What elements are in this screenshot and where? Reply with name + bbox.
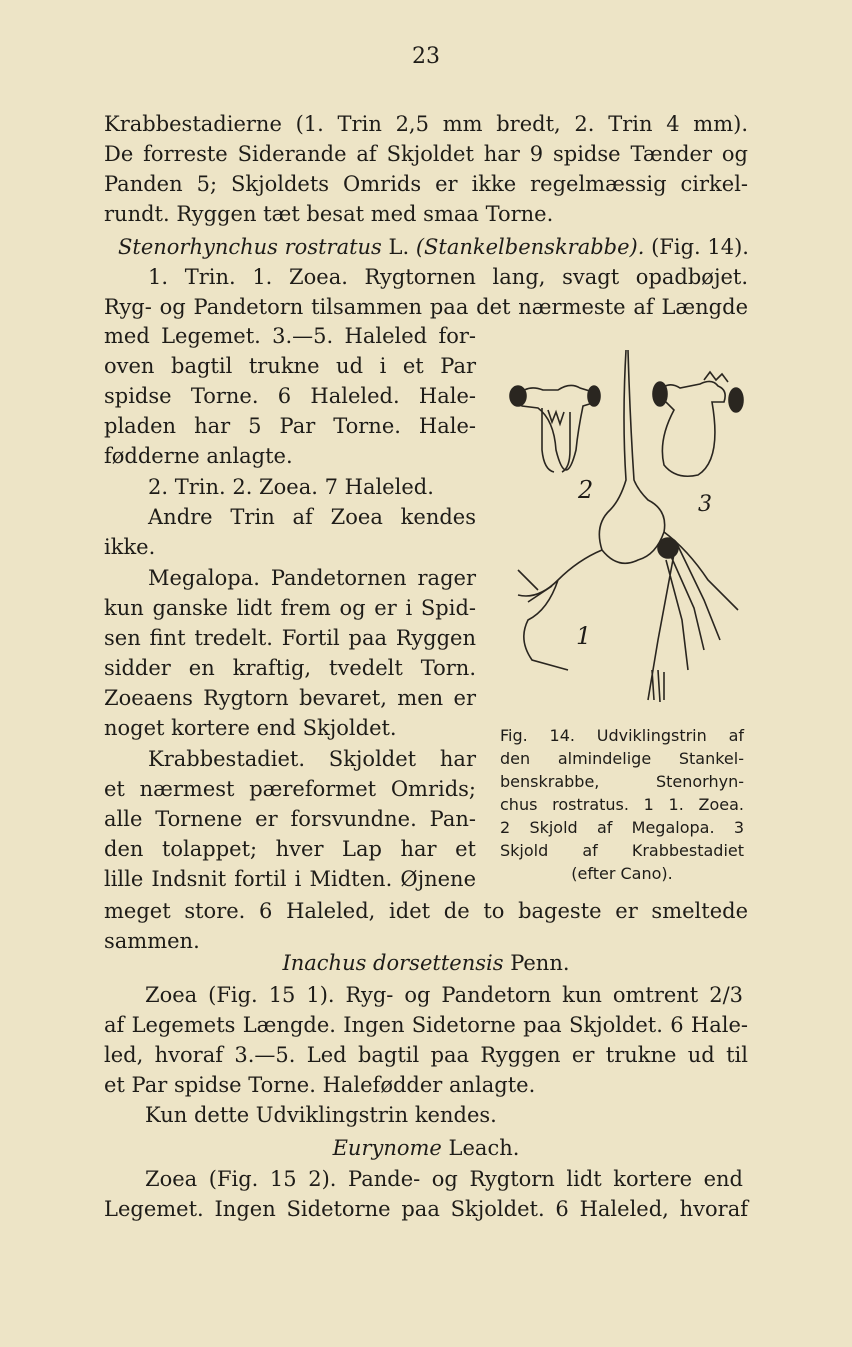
body-line: oven bagtil trukne ud i et Par bbox=[104, 354, 476, 378]
body-line: kun ganske lidt frem og er i Spid- bbox=[104, 596, 476, 620]
body-line: noget kortere end Skjoldet. bbox=[104, 716, 397, 740]
caption-line: benskrabbe, Stenorhyn- bbox=[500, 772, 744, 791]
body-line: led, hvoraf 3.—5. Led bagtil paa Ryggen er trukne ud til bbox=[104, 1043, 748, 1067]
body-line: Megalopa. Pandetornen rager bbox=[148, 566, 476, 590]
body-line: et nærmest pæreformet Omrids; bbox=[104, 777, 476, 801]
body-line: Panden 5; Skjoldets Omrids er ikke regelmæssig cirkel- bbox=[104, 172, 748, 196]
body-line: ikke. bbox=[104, 535, 156, 559]
body-line: Zoea (Fig. 15 2). Pande- og Rygtorn lidt kortere end bbox=[145, 1167, 743, 1191]
body-line: Andre Trin af Zoea kendes bbox=[148, 505, 476, 529]
body-line: med Legemet. 3.—5. Haleled for- bbox=[104, 324, 476, 348]
body-line: pladen har 5 Par Torne. Hale- bbox=[104, 414, 476, 438]
body-line: Krabbestadierne (1. Trin 2,5 mm bredt, 2. Trin 4 mm). bbox=[104, 112, 748, 136]
figure-label-1: 1 bbox=[576, 622, 592, 650]
body-line: Ryg- og Pandetorn tilsammen paa det nærmeste af Længde bbox=[104, 295, 748, 319]
species-common-name: (Stankelbenskrabbe). bbox=[415, 235, 645, 259]
species-heading-inachus bbox=[104, 948, 748, 978]
species-author: Penn. bbox=[510, 951, 570, 975]
body-line: rundt. Ryggen tæt besat med smaa Torne. bbox=[104, 202, 554, 226]
caption-line: Skjold af Krabbestadiet bbox=[500, 841, 744, 860]
figure-14-illustration bbox=[498, 340, 768, 710]
page-number: 23 bbox=[412, 44, 440, 69]
species-heading-eurynome bbox=[104, 1133, 748, 1163]
megalopa-carapace bbox=[516, 385, 598, 470]
body-line: 1. Trin. 1. Zoea. Rygtornen lang, svagt opadbøjet. bbox=[148, 265, 748, 289]
body-line: alle Tornene er forsvundne. Pan- bbox=[104, 807, 476, 831]
body-line: sen fint tredelt. Fortil paa Ryggen bbox=[104, 626, 476, 650]
caption-line: chus rostratus. 1 1. Zoea. bbox=[500, 795, 744, 814]
body-line: meget store. 6 Haleled, idet de to bageste er smeltede bbox=[104, 899, 748, 923]
body-line: fødderne anlagte. bbox=[104, 444, 293, 468]
caption-line: den almindelige Stankel- bbox=[500, 749, 744, 768]
species-name: Stenorhynchus rostratus bbox=[118, 235, 382, 259]
species-name: Eurynome bbox=[332, 1136, 442, 1160]
zoea-body bbox=[599, 350, 664, 563]
species-name: Inachus dorsettensis bbox=[282, 951, 504, 975]
body-line: lille Indsnit fortil i Midten. Øjnene bbox=[104, 867, 476, 891]
caption-line: (efter Cano). bbox=[571, 864, 673, 883]
body-line: Zoea (Fig. 15 1). Ryg- og Pandetorn kun omtrent 2/3 bbox=[145, 983, 743, 1007]
body-line: 2. Trin. 2. Zoea. 7 Haleled. bbox=[148, 475, 434, 499]
body-line: et Par spidse Torne. Halefødder anlagte. bbox=[104, 1073, 536, 1097]
body-line: Krabbestadiet. Skjoldet har bbox=[148, 747, 476, 771]
body-line: Legemet. Ingen Sidetorne paa Skjoldet. 6 Haleled, hvoraf bbox=[104, 1197, 748, 1221]
species-author: L. bbox=[388, 235, 410, 259]
body-line: sidder en kraftig, tvedelt Torn. bbox=[104, 656, 476, 680]
body-line: Kun dette Udviklingstrin kendes. bbox=[145, 1103, 497, 1127]
caption-line: 2 Skjold af Megalopa. 3 bbox=[500, 818, 744, 837]
figure-reference: (Fig. 14). bbox=[651, 235, 749, 259]
body-line: den tolappet; hver Lap har et bbox=[104, 837, 476, 861]
body-line: De forreste Siderande af Skjoldet har 9 spidse Tænder og bbox=[104, 142, 748, 166]
body-line: Zoeaens Rygtorn bevaret, men er bbox=[104, 686, 476, 710]
species-author: Leach. bbox=[448, 1136, 520, 1160]
caption-line: Fig. 14. Udviklingstrin af bbox=[500, 726, 744, 745]
body-line: af Legemets Længde. Ingen Sidetorne paa Skjoldet. 6 Hale- bbox=[104, 1013, 748, 1037]
body-line: spidse Torne. 6 Haleled. Hale- bbox=[104, 384, 476, 408]
species-heading-stenorhynchus bbox=[118, 232, 748, 262]
figure-label-3: 3 bbox=[698, 492, 712, 517]
body-line: sammen. bbox=[104, 929, 200, 953]
figure-label-2: 2 bbox=[578, 476, 594, 504]
